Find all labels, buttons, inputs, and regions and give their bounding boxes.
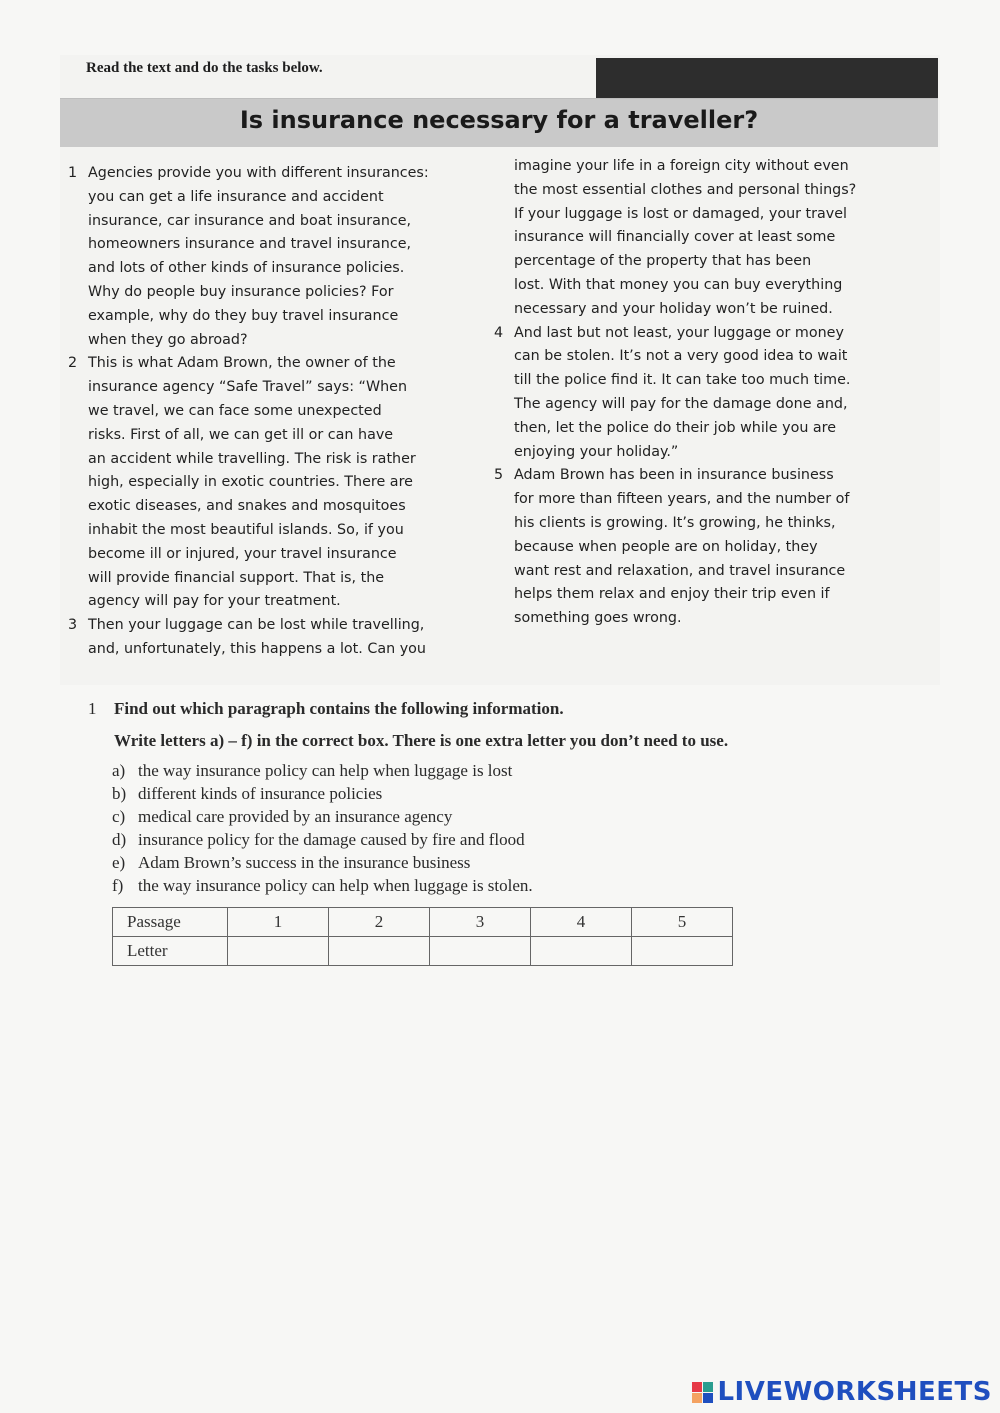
paragraph-4 [492,322,912,465]
paragraph-text: This is what Adam Brown, the owner of the insurance agency “Safe Travel” says: “When we travel, we can face some unexpected risks. First of all, we can get ill or can have an accident while travelling. The risk is rather high, especially in exotic countries. There are exotic diseases, and snakes and mosquitoes inhabit the most beautiful islands. So, if you become ill or injured, your travel insurance will provide financial support. That is, the agency will pay for your treatment. [88,355,416,610]
instruction-text: Read the text and do the tasks below. [86,60,323,76]
task-heading-text: Find out which paragraph contains the following information. [114,699,564,718]
letter-label: Letter [113,937,228,966]
paragraph-text: Adam Brown has been in insurance business for more than fifteen years, and the number of his clients is growing. It’s growing, he thinks, because when people are on holiday, they want rest and relaxation, and travel insurance helps them relax and enjoy their trip even if something goes wrong. [514,467,850,627]
answer-input-passage-1[interactable] [228,937,329,966]
task-number: 1 [88,699,97,718]
paragraph-number: 2 [68,355,78,372]
option-text: the way insurance policy can help when luggage is lost [138,761,513,780]
paragraph-3 [66,614,486,662]
title-bar [60,98,938,147]
passage-number-4: 4 [531,908,632,937]
answer-input-passage-4[interactable] [531,937,632,966]
option-text: different kinds of insurance policies [138,784,383,803]
option-e [112,851,888,874]
task-subheading: Write letters a) – f) in the correct box. There is one extra letter you don’t need to use. [114,731,729,750]
task-heading [88,695,888,723]
option-text: medical care provided by an insurance agency [138,807,453,826]
paragraph-3-continuation: imagine your life in a foreign city without even the most essential clothes and personal things? If your luggage is lost or damaged, your travel insurance will financially cover at least some percentage of the property that has been lost. With that money you can buy everything necessary and your holiday won’t be ruined. [514,158,857,317]
option-text: the way insurance policy can help when luggage is stolen. [138,876,533,895]
option-letter: c) [112,807,126,826]
paragraph-number: 3 [68,617,78,634]
option-letter: f) [112,876,124,895]
options-list [88,759,888,897]
passage-label: Passage [113,908,228,937]
answer-table [112,907,733,966]
right-column [492,155,912,631]
left-column [66,162,486,662]
option-letter: d) [112,830,127,849]
paragraph-number: 4 [494,324,504,341]
option-b [112,782,888,805]
paragraph-text: And last but not least, your luggage or money can be stolen. It’s not a very good idea to wait till the police find it. It can take too much time. The agency will pay for the damage done and, then, let the police do their job while you are enjoying your holiday.” [514,324,851,460]
passage-row [113,908,733,937]
option-c [112,805,888,828]
option-text: insurance policy for the damage caused by fire and flood [138,830,525,849]
article-title: Is insurance necessary for a traveller? [239,106,759,134]
paragraph-5 [492,464,912,631]
option-letter: b) [112,784,127,803]
liveworksheets-logo [692,1377,992,1407]
passage-number-5: 5 [632,908,733,937]
paragraph-1 [66,162,486,352]
option-letter: a) [112,761,126,780]
option-f [112,874,888,897]
option-text: Adam Brown’s success in the insurance business [138,853,471,872]
option-d [112,828,888,851]
answer-input-passage-5[interactable] [632,937,733,966]
task-section [88,695,888,897]
title-bar-dark-block [596,58,938,98]
answer-input-passage-2[interactable] [329,937,430,966]
passage-number-3: 3 [430,908,531,937]
paragraph-2 [66,352,486,614]
logo-text: LIVEWORKSHEETS [717,1377,992,1407]
paragraph-text: Agencies provide you with different insurances: you can get a life insurance and accident insurance, car insurance and boat insurance, homeowners insurance and travel insurance, and lots of other kinds of insurance policies. Why do people buy insurance policies? For example, why do they buy travel insurance when they go abroad? [88,165,429,348]
answer-input-passage-3[interactable] [430,937,531,966]
passage-number-1: 1 [228,908,329,937]
letter-row [113,937,733,966]
passage-number-2: 2 [329,908,430,937]
paragraph-text: Then your luggage can be lost while travelling, and, unfortunately, this happens a lot. Can you [88,617,426,657]
option-letter: e) [112,853,126,872]
paragraph-number: 1 [68,165,78,181]
option-a [112,759,888,782]
paragraph-number: 5 [494,467,504,484]
liveworksheets-logo-icon [692,1382,713,1403]
